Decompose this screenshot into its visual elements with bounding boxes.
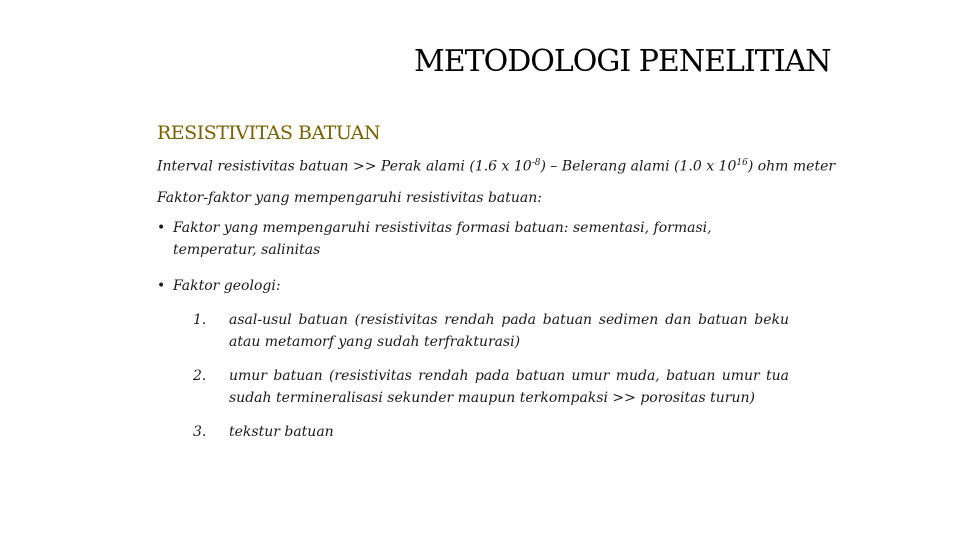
list-item-text: tekstur batuan	[229, 423, 334, 440]
list-item-number: 3.	[193, 423, 207, 440]
section-heading: RESISTIVITAS BATUAN	[157, 122, 381, 144]
list-item-text: asal-usul batuan (resistivitas rendah pada batuan sedimen dan batuan beku atau metamorf yang sudah terfrakturasi)	[229, 311, 789, 350]
list-item-number: 1.	[193, 311, 207, 328]
geology-factor-list	[157, 309, 797, 443]
factors-intro: Faktor-faktor yang mempengaruhi resistivitas batuan:	[157, 189, 542, 206]
list-item	[157, 421, 797, 443]
interval-part-3: ) ohm meter	[747, 158, 836, 175]
interval-exponent-1: -8	[531, 158, 541, 168]
interval-text	[157, 158, 836, 175]
list-item	[157, 309, 797, 353]
list-item-text: umur batuan (resistivitas rendah pada batuan umur muda, batuan umur tua sudah termineralisasi sekunder maupun terkompaksi >> porositas turun)	[229, 367, 789, 406]
bullet-item	[157, 275, 797, 297]
bullet-icon: •	[157, 277, 166, 294]
bullet-item	[157, 217, 783, 261]
interval-part-1: Interval resistivitas batuan >> Perak alami (1.6 x 10	[157, 158, 532, 175]
list-item-number: 2.	[193, 367, 207, 384]
bullet-text: Faktor geologi:	[173, 277, 281, 294]
interval-part-2: ) – Belerang alami (1.0 x 10	[540, 158, 737, 175]
list-item	[157, 365, 797, 409]
bullet-icon: •	[157, 219, 166, 236]
slide-content	[157, 122, 836, 443]
interval-exponent-2: 16	[736, 158, 748, 168]
slide-title: METODOLOGI PENELITIAN	[414, 44, 831, 79]
bullet-text: Faktor yang mempengaruhi resistivitas formasi batuan: sementasi, formasi, temperatur, salinitas	[173, 219, 712, 258]
